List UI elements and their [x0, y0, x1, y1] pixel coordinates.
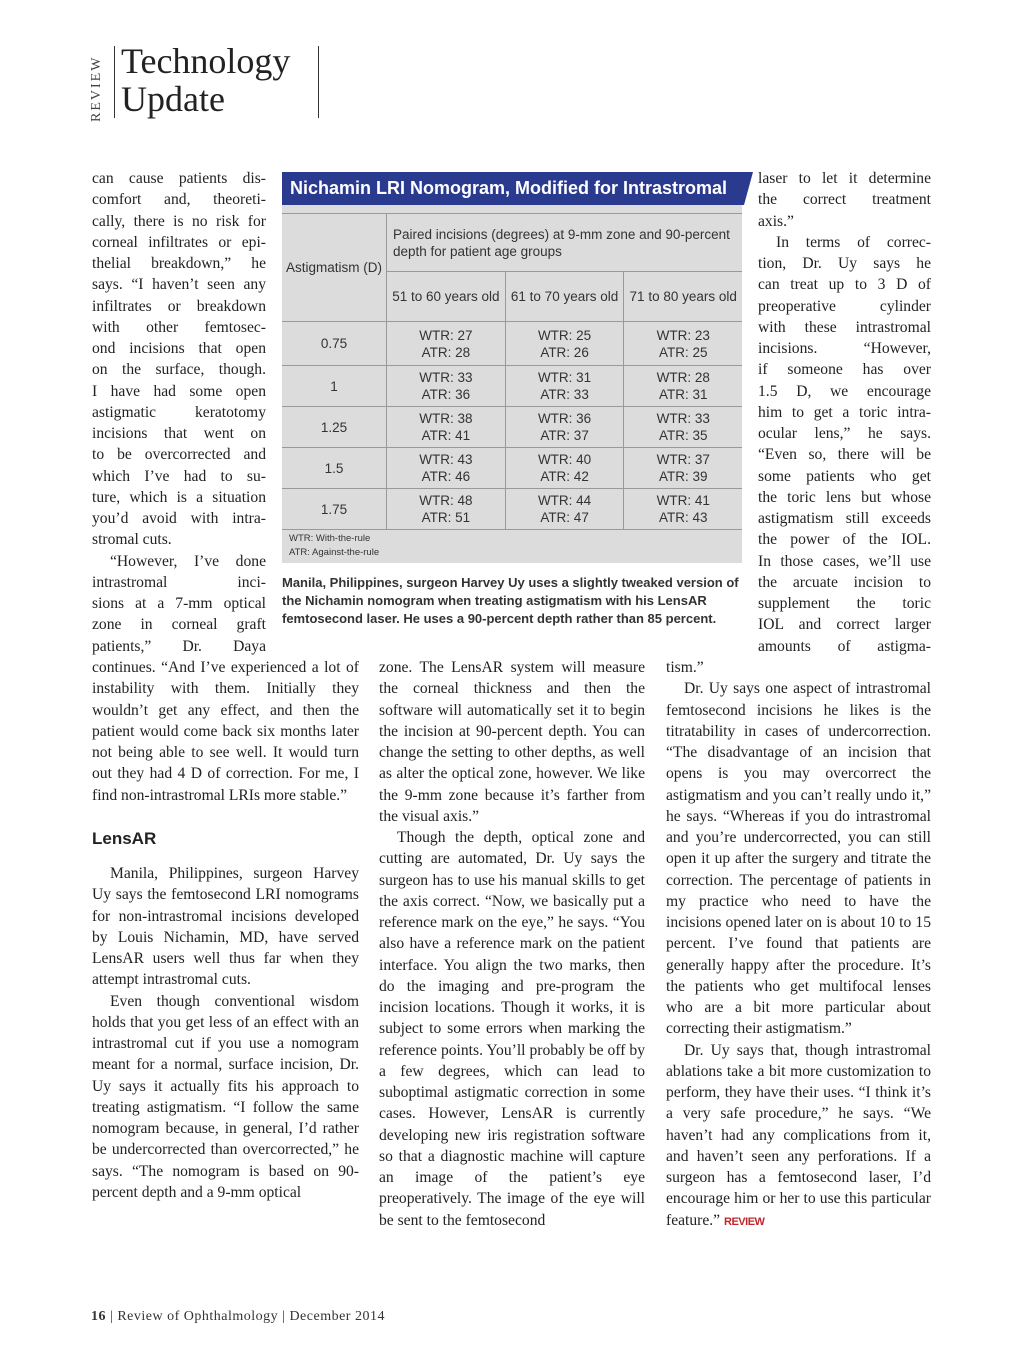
paragraph: continues. “And I’ve experienced a lot of instability with them. Initially they wouldn’t get any effect, and then the patient would come back six months later not being able to see well. It would turn out they had 4 D of correction. For me, I find non-intrastromal LRIs more stable.”: [92, 659, 359, 804]
paragraph: zone. The LensAR system will measure the corneal thickness and then the software will automatically set it to begin the incision at 90-percent depth. You can change the setting to other depths, as well as alter the optical zone, however. We like the 9-mm zone because it’s farther from the visual axis.”: [379, 659, 645, 825]
text-line: patients,” Dr. Daya: [92, 637, 266, 655]
text-line: if someone has over: [758, 361, 931, 379]
text-line: 1.5 D, we encourage: [758, 382, 931, 400]
table-title: Nichamin LRI Nomogram, Modified for Intrastromal: [282, 172, 744, 205]
wtr-value: WTR: 23: [656, 327, 710, 343]
atr-value: ATR: 47: [540, 510, 589, 525]
atr-value: ATR: 36: [421, 387, 471, 402]
text-line: ture, which is a situation: [92, 488, 266, 506]
incision-cell: [624, 489, 742, 530]
text-line: IOL and correct larger: [758, 616, 931, 634]
wtr-value: WTR: 31: [537, 370, 592, 385]
text-line: sions at a 7-mm optical: [92, 595, 266, 612]
table-row: [282, 448, 742, 489]
text-line: some patients who get: [758, 467, 931, 485]
text-line: says. “I haven’t seen any: [92, 276, 266, 294]
text-line: In terms of correc-: [776, 233, 931, 251]
header-divider-left: [114, 46, 115, 118]
atr-value: ATR: 35: [658, 428, 708, 443]
paragraph: tism.”: [666, 659, 704, 676]
wtr-value: WTR: 48: [419, 493, 473, 508]
text-line: with these intrastromal: [758, 318, 931, 336]
text-line: laser to let it determine: [758, 170, 931, 187]
astigmatism-value: 1.5: [282, 448, 387, 489]
wtr-value: WTR: 27: [419, 327, 473, 343]
text-line: In those cases, we’ll use: [758, 552, 931, 570]
page-title: Technology Update: [121, 41, 291, 119]
incision-cell: [387, 489, 506, 530]
text-line: stromal cuts.: [92, 531, 172, 549]
text-line: tion, Dr. Uy says he: [758, 255, 931, 272]
atr-value: ATR: 42: [540, 469, 589, 484]
issue-date: December 2014: [289, 1309, 385, 1324]
wtr-value: WTR: 40: [537, 452, 592, 467]
section-heading: LensAR: [92, 828, 157, 848]
text-line: astigmatic keratotomy: [92, 403, 266, 421]
paragraph: Manila, Philippines, surgeon Harvey Uy says the femtosecond LRI nomograms for non-intrastromal incisions developed by Louis Nichamin, MD, have served LensAR users well thus far when they attempt intrastromal cuts.: [92, 865, 359, 989]
table-row: [282, 489, 742, 530]
paragraph: Though the depth, optical zone and cutting are automated, Dr. Uy says the surgeon has to use his manual skills to get the axis correct. “Now, we basically put a reference mark on the eye,” he says. “You also have a reference mark on the patient interface. You align the two marks, then do the imaging and pre-program the incision locations. Though it works, it is subject to some errors when marking the reference points. You’ll probably be off by a few degrees, which can lead to suboptimal astigmatic correction in some cases. However, LensAR is currently developing new iris registration software so that a diagnostic machine will capture an image of the patient’s eye preoperatively. The image of the eye will be sent to the femtosecond: [379, 829, 645, 1229]
text-line: the toric lens but whose: [758, 488, 931, 506]
wtr-value: WTR: 44: [537, 493, 592, 508]
text-line: on the surface, though.: [92, 361, 266, 379]
wtr-value: WTR: 28: [656, 370, 710, 385]
text-line: thelial breakdown,” he: [92, 255, 266, 272]
text-line: axis.”: [758, 212, 794, 230]
header-age-group: 71 to 80 years old: [624, 272, 742, 322]
atr-value: ATR: 26: [540, 344, 589, 360]
text-line: intrastromal inci-: [92, 573, 266, 591]
table-note-wtr: WTR: With-the-rule: [289, 533, 371, 544]
column-1-body: [92, 657, 359, 1203]
text-line: corneal infiltrates or epi-: [92, 233, 266, 251]
incision-cell: [624, 448, 742, 489]
text-line: ocular lens,” he says.: [758, 425, 931, 442]
text-line: preoperative cylinder: [758, 297, 931, 315]
incision-cell: [387, 407, 506, 448]
table-note-atr: ATR: Against-the-rule: [289, 547, 380, 558]
text-line: I have had some open: [92, 382, 266, 400]
incision-cell: [505, 448, 624, 489]
wtr-value: WTR: 37: [656, 452, 710, 467]
text-line: cally, there is no risk for: [92, 212, 266, 230]
incision-cell: [624, 407, 742, 448]
atr-value: ATR: 46: [421, 469, 471, 484]
incision-cell: [505, 489, 624, 530]
review-end-mark: REVIEW: [724, 1215, 765, 1228]
publication-name: Review of Ophthalmology: [117, 1309, 279, 1324]
table-row: [282, 322, 742, 366]
text-line: can cause patients dis-: [92, 170, 266, 187]
table-row: [282, 366, 742, 407]
text-line: the power of the IOL.: [758, 531, 931, 549]
atr-value: ATR: 33: [540, 387, 589, 402]
incision-cell: [624, 322, 742, 366]
incision-cell: [387, 366, 506, 407]
header-age-group: 61 to 70 years old: [505, 272, 624, 322]
text-line: zone in corneal graft: [92, 616, 266, 634]
incision-cell: [505, 366, 624, 407]
text-line: incisions. “However,: [758, 340, 931, 357]
wtr-value: WTR: 38: [419, 411, 473, 426]
astigmatism-value: 0.75: [282, 322, 387, 366]
header-age-group: 51 to 60 years old: [387, 272, 506, 322]
text-line: supplement the toric: [758, 595, 931, 612]
text-line: can treat up to 3 D of: [758, 276, 931, 294]
atr-value: ATR: 31: [658, 387, 708, 402]
page-number: 16: [91, 1309, 106, 1324]
section-label: REVIEW: [89, 55, 104, 122]
page-footer: 16 | Review of Ophthalmology | December 2014: [91, 1309, 385, 1324]
header-astigmatism: Astigmatism (D): [282, 214, 387, 322]
atr-value: ATR: 51: [421, 510, 471, 525]
column-3-top-text: [758, 168, 931, 657]
column-2-body: [379, 657, 645, 1231]
wtr-value: WTR: 41: [656, 493, 710, 508]
incision-cell: [505, 407, 624, 448]
astigmatism-value: 1.25: [282, 407, 387, 448]
paragraph: Dr. Uy says that, though intrastromal ablations take a bit more customization to perform, they have their uses. “I think it’s a very safe procedure,” he says. “We haven’t had any complications from it, and haven’t seen any perforations. If a surgeon has a femtosecond laser, I’d encourage him or her to use this particular feature.” REVIEW: [666, 1041, 931, 1229]
header-paired-incisions: Paired incisions (degrees) at 9-mm zone and 90-percent depth for patient age groups: [387, 214, 743, 272]
text-line: him to get a toric intra-: [758, 403, 931, 421]
text-line: with other femtosec-: [92, 318, 266, 336]
atr-value: ATR: 37: [540, 428, 589, 443]
text-line: the correct treatment: [758, 191, 931, 209]
atr-value: ATR: 28: [421, 344, 471, 360]
incision-cell: [505, 322, 624, 366]
paragraph: Even though conventional wisdom holds that you get less of an effect with an intrastromal cut if you use a nomogram meant for a normal, surface incision, Dr. Uy says it actually fits his approach to treating astigmatism. “I follow the same nomogram because, in general, I’d rather be undercorrected than overcorrected,” he says. “The nomogram is based on 90-percent depth and a 9-mm optical: [92, 992, 359, 1201]
paragraph: Dr. Uy says one aspect of intrastromal femtosecond incisions he likes is the titratability in cases of undercorrection. “The disadvantage of an incision that opens is you may overcorrect the astigmatism and you can’t really undo it,” he says. “Whereas if you do intrastromal and you’re undercorrected, you can still open it up after the surgery and titrate the correction. The percentage of patients in my practice who need to have the incisions opened later on is about 10 to 15 percent. I’ve found that patients are generally happy after the procedure. It’s the patients who get multifocal lenses who are a bit more particular about correcting their astigmatism.”: [666, 680, 931, 1038]
text-line: which I’ve had to su-: [92, 467, 266, 485]
wtr-value: WTR: 33: [656, 411, 710, 426]
text-line: you’d avoid with intra-: [92, 510, 266, 527]
wtr-value: WTR: 33: [419, 370, 473, 385]
text-line: infiltrates or breakdown: [92, 297, 266, 315]
text-line: to be overcorrected and: [92, 446, 266, 464]
atr-value: ATR: 41: [421, 428, 471, 443]
incision-cell: [387, 322, 506, 366]
column-3-body: [666, 657, 931, 1233]
text-line: “Even so, there will be: [758, 446, 931, 464]
text-line: amounts of astigma-: [758, 637, 931, 655]
atr-value: ATR: 43: [658, 510, 708, 525]
astigmatism-value: 1: [282, 366, 387, 407]
table-caption: Manila, Philippines, surgeon Harvey Uy uses a slightly tweaked version of the Nichamin nomogram when treating astigmatism with his LensAR femtosecond laser. He uses a 90-percent depth rather than 85 percent.: [282, 575, 739, 626]
text-line: astigmatism still exceeds: [758, 510, 931, 527]
text-line: ond incisions that open: [92, 340, 266, 357]
wtr-value: WTR: 36: [537, 411, 592, 426]
text-line: comfort and, theoreti-: [92, 191, 266, 209]
column-1-top-text: [92, 168, 266, 657]
wtr-value: WTR: 43: [419, 452, 473, 467]
atr-value: ATR: 25: [658, 344, 708, 360]
atr-value: ATR: 39: [658, 469, 708, 484]
incision-cell: [387, 448, 506, 489]
header-divider-right: [318, 46, 319, 118]
text-line: the arcuate incision to: [758, 573, 931, 591]
text-line: “However, I’ve done: [110, 552, 266, 570]
incision-cell: [624, 366, 742, 407]
table-row: [282, 407, 742, 448]
wtr-value: WTR: 25: [537, 327, 592, 343]
astigmatism-value: 1.75: [282, 489, 387, 530]
nomogram-table: [282, 213, 742, 530]
text-line: incisions that went on: [92, 425, 266, 442]
